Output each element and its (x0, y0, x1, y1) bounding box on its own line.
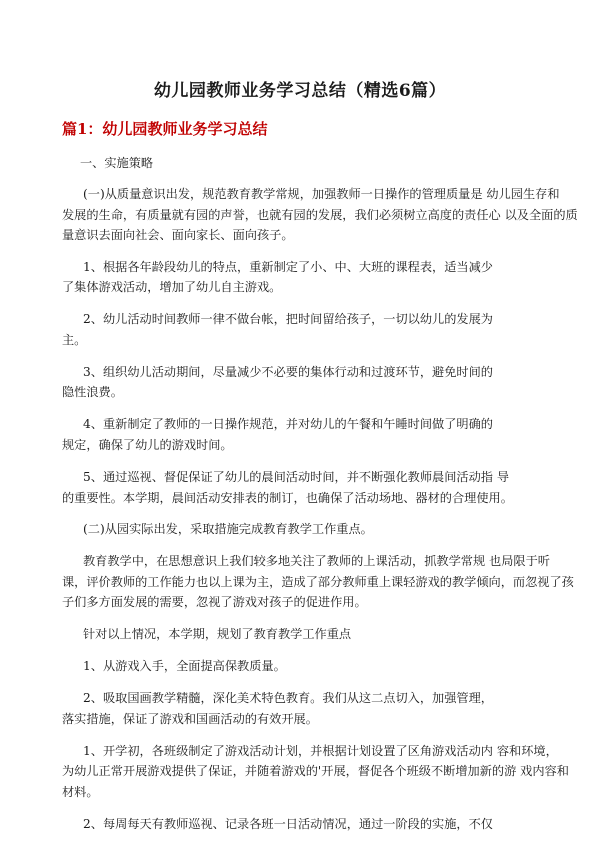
paragraph-line: 子们多方面发展的需要，忽视了游戏对孩子的促进作用。 (62, 595, 367, 609)
paragraph-line: 针对以上情况，本学期，规划了教育教学工作重点 (83, 627, 352, 641)
paragraph-line: 4、重新制定了教师的一日操作规范，并对幼儿的午餐和午睡时间做了明确的 (83, 417, 493, 431)
paragraph-line: 发展的生命，有质量就有园的声誉，也就有园的发展，我们必须树立高度的责任心 以及全面的质 (62, 208, 578, 222)
paragraph-line: 教育教学中，在思想意识上我们较多地关注了教师的上课活动，抓教学常规 也局限于听 (83, 554, 550, 568)
paragraph-line: 材料。 (62, 785, 99, 799)
paragraph-line: 5、通过巡视、督促保证了幼儿的晨间活动时间，并不断强化教师晨间活动指 导 (83, 470, 510, 484)
document-title: 幼儿园教师业务学习总结（精选6篇） (153, 81, 447, 101)
paragraph-line: 2、每周每天有教师巡视、记录各班一日活动情况，通过一阶段的实施，不仅 (83, 817, 493, 831)
heading-strategy: 一、实施策略 (80, 156, 154, 170)
paragraph-line: 了集体游戏活动，增加了幼儿自主游戏。 (62, 280, 282, 294)
paragraph-line: 为幼儿正常开展游戏提供了保证，并随着游戏的'开展，督促各个班级不断增加新的游 戏内容和 (62, 764, 569, 778)
paragraph-line: 隐性浪费。 (62, 385, 123, 399)
paragraph-line: (二)从园实际出发，采取措施完成教育教学工作重点。 (83, 522, 373, 536)
paragraph-line: 落实措施，保证了游戏和国画活动的有效开展。 (62, 712, 318, 726)
paragraph-line: 量意识去面向社会、面向家长、面向孩子。 (62, 228, 294, 242)
paragraph-line: 1、根据各年龄段幼儿的特点，重新制定了小、中、大班的课程表，适当减少 (83, 260, 493, 274)
paragraph-line: 的重要性。本学期，晨间活动安排表的制订，也确保了活动场地、器材的合理使用。 (62, 491, 513, 505)
paragraph-line: 1、开学初，各班级制定了游戏活动计划，并根据计划设置了区角游戏活动内 容和环境， (83, 744, 558, 758)
paragraph-line: 规定，确保了幼儿的游戏时间。 (62, 438, 233, 452)
paragraph-line: 1、从游戏入手，全面提高保教质量。 (83, 659, 286, 673)
paragraph-line: (一)从质量意识出发，规范教育教学常规，加强教师一日操作的管理质量是 幼儿园生存和 (83, 187, 560, 201)
paragraph-line: 主。 (62, 333, 87, 347)
paragraph-line: 2、吸取国画教学精髓，深化美术特色教育。我们从这二点切入，加强管理， (83, 691, 493, 705)
paragraph-line: 2、幼儿活动时间教师一律不做台帐，把时间留给孩子，一切以幼儿的发展为 (83, 312, 493, 326)
paragraph-line: 3、组织幼儿活动期间，尽量减少不必要的集体行动和过渡环节，避免时间的 (83, 365, 493, 379)
section-heading: 篇1：幼儿园教师业务学习总结 (62, 120, 268, 138)
paragraph-line: 课，评价教师的工作能力也以上课为主，造成了部分教师重上课轻游戏的教学倾向，而忽视了孩 (62, 575, 574, 589)
